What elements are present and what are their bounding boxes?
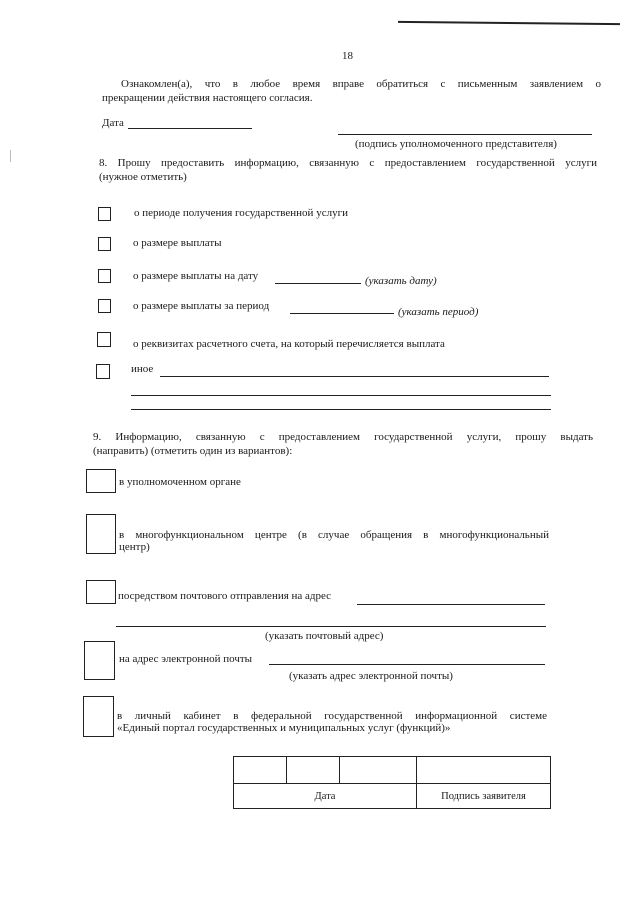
option-mfc-label-line2: центр) xyxy=(119,541,150,553)
option-post-label: посредством почтового отправления на адрес xyxy=(118,590,332,602)
other-input-line3[interactable] xyxy=(131,409,551,410)
amount-on-date-hint: (указать дату) xyxy=(365,275,437,287)
option-period-label: о периоде получения государственной услуги xyxy=(134,207,348,219)
date-input-line[interactable] xyxy=(275,283,361,284)
option-mfc-label-line1: в многофункциональном центре (в случае обращения в многофункциональный xyxy=(119,529,549,541)
option-amount-on-date-label: о размере выплаты на дату xyxy=(133,270,259,282)
checkbox-other[interactable] xyxy=(96,364,110,379)
date-cell-day[interactable] xyxy=(234,757,287,784)
date-field[interactable] xyxy=(128,128,252,129)
section8-title-line2: (нужное отметить) xyxy=(99,171,187,183)
section9-title-line2: (направить) (отметить один из вариантов): xyxy=(93,445,293,457)
email-hint: (указать адрес электронной почты) xyxy=(289,670,453,682)
page-number: 18 xyxy=(342,50,353,62)
top-rule xyxy=(398,21,620,25)
checkbox-amount-on-date[interactable] xyxy=(98,269,111,283)
checkbox-account[interactable] xyxy=(97,332,111,347)
checkbox-authorized-body[interactable] xyxy=(86,469,116,493)
date-cell-year[interactable] xyxy=(340,757,417,784)
signature-table-signature-label: Подпись заявителя xyxy=(417,784,551,809)
checkbox-amount[interactable] xyxy=(98,237,111,251)
section8-title-line1: 8. Прошу предоставить информацию, связанную с предоставлением государственной услуги xyxy=(99,157,597,169)
period-input-line[interactable] xyxy=(290,313,394,314)
amount-for-period-hint: (указать период) xyxy=(398,306,479,318)
post-address-hint: (указать почтовый адрес) xyxy=(265,630,384,642)
option-cabinet-label-line2: «Единый портал государственных и муниципальных услуг (функций)» xyxy=(117,722,451,734)
signature-table xyxy=(233,756,551,809)
checkbox-mfc[interactable] xyxy=(86,514,116,554)
consent-text-line1: Ознакомлен(а), что в любое время вправе обратиться с письменным заявлением о xyxy=(121,78,601,90)
checkbox-period[interactable] xyxy=(98,207,111,221)
option-authorized-body-label: в уполномоченном органе xyxy=(119,476,241,488)
email-input-line[interactable] xyxy=(269,664,545,665)
option-cabinet-label-line1: в личный кабинет в федеральной государственной информационной системе xyxy=(117,710,547,722)
checkbox-post[interactable] xyxy=(86,580,116,604)
checkbox-cabinet[interactable] xyxy=(83,696,114,737)
margin-mark xyxy=(10,150,11,162)
option-amount-for-period-label: о размере выплаты за период xyxy=(133,300,270,312)
other-input-line2[interactable] xyxy=(131,395,551,396)
post-address-line1[interactable] xyxy=(357,604,545,605)
date-cell-month[interactable] xyxy=(287,757,340,784)
other-input-line1[interactable] xyxy=(160,376,549,377)
section9-title-line1: 9. Информацию, связанную с предоставлением государственной услуги, прошу выдать xyxy=(93,431,593,443)
signature-cell[interactable] xyxy=(417,757,551,784)
option-account-label: о реквизитах расчетного счета, на который перечисляется выплата xyxy=(133,338,445,350)
signature-table-date-label: Дата xyxy=(234,784,417,809)
post-address-line2[interactable] xyxy=(116,626,546,627)
checkbox-email[interactable] xyxy=(84,641,115,680)
option-other-label: иное xyxy=(131,363,154,375)
option-email-label: на адрес электронной почты xyxy=(119,653,253,665)
checkbox-amount-for-period[interactable] xyxy=(98,299,111,313)
representative-signature-caption: (подпись уполномоченного представителя) xyxy=(355,138,557,150)
consent-text-line2: прекращении действия настоящего согласия. xyxy=(102,92,313,104)
option-amount-label: о размере выплаты xyxy=(133,237,222,249)
date-label: Дата xyxy=(102,117,124,129)
representative-signature-field[interactable] xyxy=(338,134,592,135)
